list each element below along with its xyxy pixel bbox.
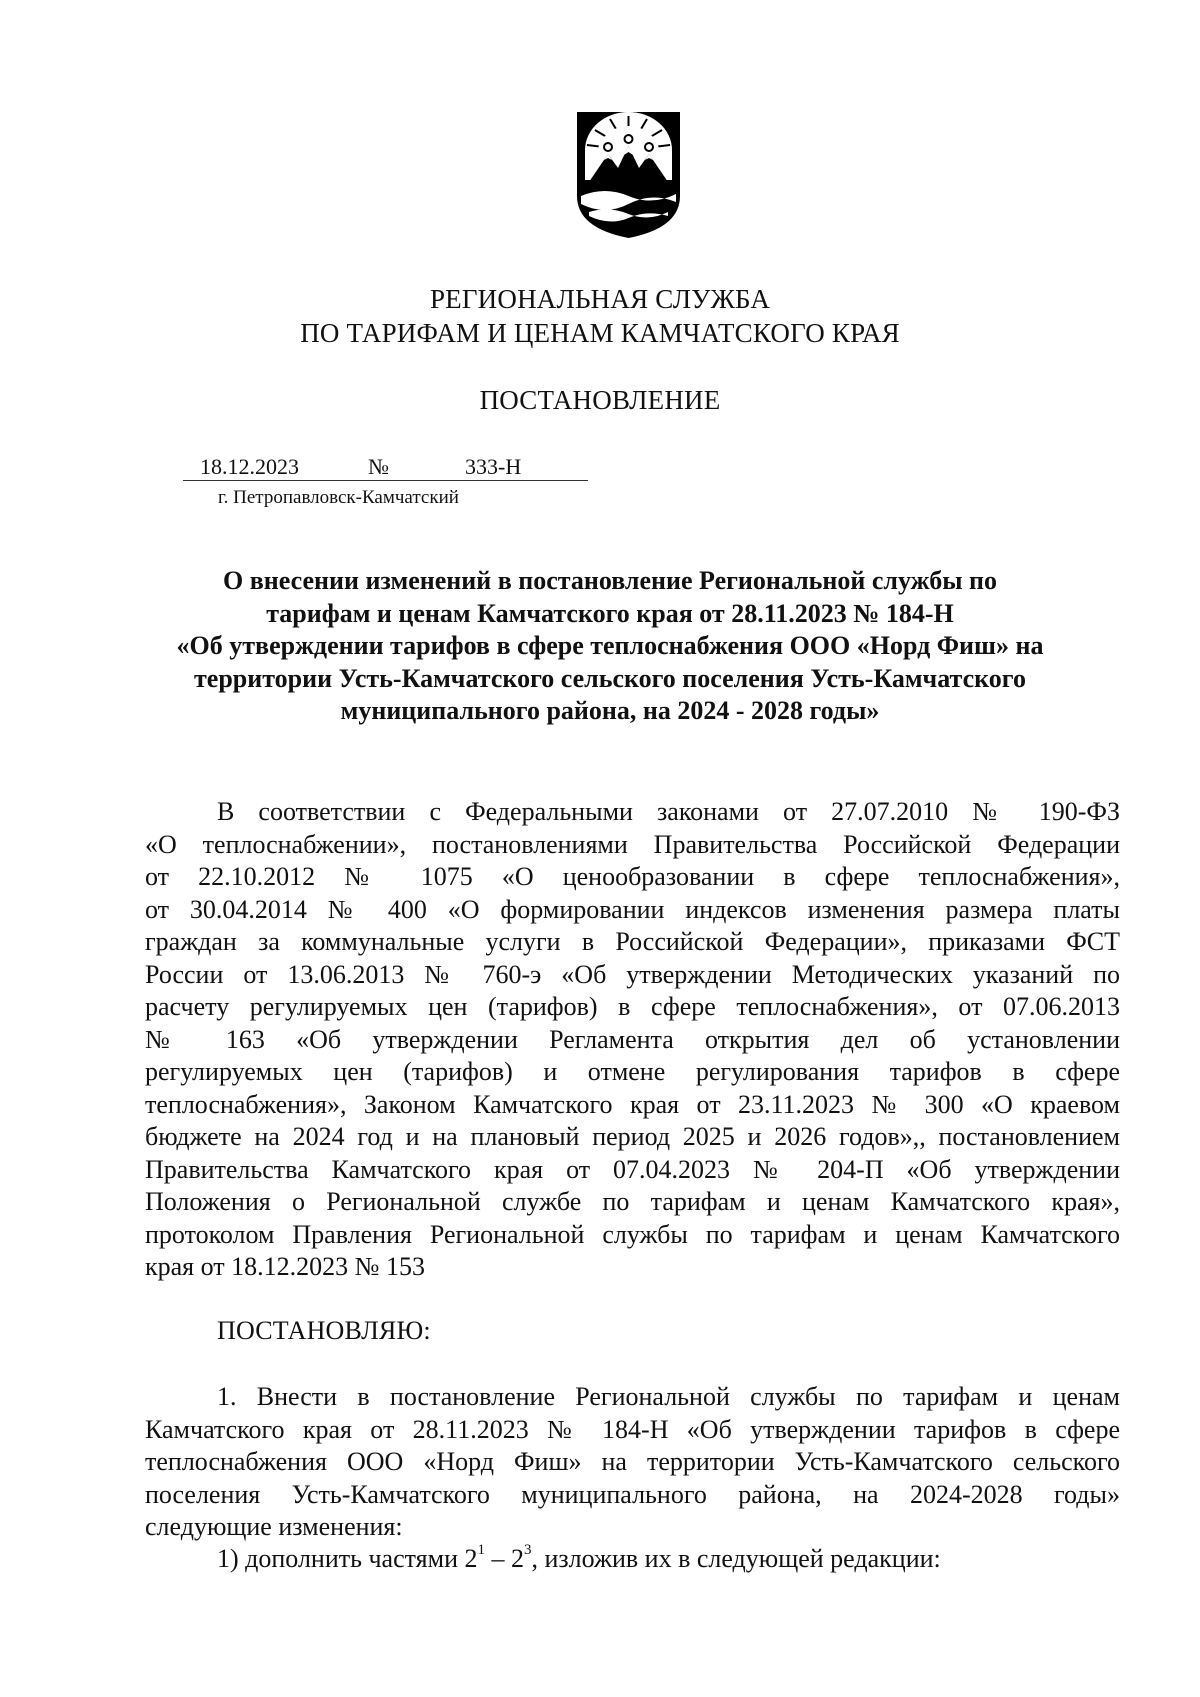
paragraph-line: «О теплоснабжении», постановлениями Правительства Российской Федерации — [145, 829, 1120, 859]
paragraph-line: теплоснабжения ООО «Норд Фиш» на территории Усть-Камчатского сельского — [145, 1447, 1120, 1476]
paragraph-line: Камчатского края от 28.11.2023 № 184-Н «Об утверждении тарифов в сфере — [145, 1414, 1120, 1444]
title-line: территории Усть-Камчатского сельского поселения Усть-Камчатского — [194, 663, 1026, 693]
meta-underline — [183, 480, 588, 481]
document-title — [145, 565, 1075, 728]
document-number: 333-Н — [465, 454, 522, 479]
document-date: 18.12.2023 — [200, 454, 299, 479]
paragraph-line: регулируемых цен (тарифов) и отмене регулирования тарифов в сфере — [145, 1057, 1120, 1086]
paragraph-line: расчету регулируемых цен (тарифов) в сфере теплоснабжения», от 07.06.2013 — [145, 992, 1120, 1021]
paragraph-line: В соответствии с Федеральными законами от 27.07.2010 № 190-ФЗ — [217, 797, 1120, 826]
paragraph-line: Правительства Камчатского края от 07.04.2023 № 204-П «Об утверждении — [145, 1154, 1120, 1184]
organization-name-line1: РЕГИОНАЛЬНАЯ СЛУЖБА — [429, 284, 771, 314]
paragraph-line: граждан за коммунальные услуги в Российской Федерации», приказами ФСТ — [145, 927, 1120, 956]
superscript: 1 — [477, 1542, 485, 1559]
title-line: муниципального района, на 2024 - 2028 годы» — [340, 696, 880, 725]
preamble-paragraph — [145, 796, 1120, 1284]
document-meta — [0, 454, 1200, 484]
subitem-text: , изложив их в следующей редакции: — [531, 1544, 941, 1573]
paragraph-line: Положения о Региональной службе по тарифам и ценам Камчатского края», — [145, 1187, 1120, 1216]
paragraph-line: России от 13.06.2013 № 760-э «Об утверждении Методических указаний по — [145, 959, 1120, 989]
paragraph-line: от 22.10.2012 № 1075 «О ценообразовании в сфере теплоснабжения», — [145, 862, 1120, 891]
paragraph-line: бюджете на 2024 год и на плановый период 2025 и 2026 годов»,, постановлением — [145, 1122, 1120, 1151]
superscript: 3 — [523, 1542, 532, 1559]
document-city: г. Петропавловск-Камчатский — [218, 487, 459, 508]
title-line: О внесении изменений в постановление Региональной службы по — [223, 566, 997, 595]
organization-name-line2: ПО ТАРИФАМ И ЦЕНАМ КАМЧАТСКОГО КРАЯ — [300, 318, 900, 348]
paragraph-line: 1. Внести в постановление Региональной службы по тарифам и ценам — [217, 1382, 1120, 1411]
subitem-text: – 2 — [484, 1544, 524, 1573]
paragraph-line: № 163 «Об утверждении Регламента открытия дел об установлении — [145, 1024, 1120, 1054]
paragraph-line: теплоснабжения», Законом Камчатского края от 23.11.2023 № 300 «О краевом — [145, 1089, 1120, 1119]
point-1-paragraph — [145, 1381, 1120, 1544]
title-line: «Об утверждении тарифов в сфере теплоснабжения ООО «Норд Фиш» на — [176, 631, 1044, 660]
subitem-1 — [217, 1543, 941, 1576]
kamchatka-coat-of-arms-icon — [575, 110, 682, 240]
paragraph-line: протоколом Правления Региональной службы по тарифам и ценам Камчатского — [145, 1219, 1120, 1249]
document-type: ПОСТАНОВЛЕНИЕ — [479, 385, 721, 415]
decree-word: ПОСТАНОВЛЯЮ: — [217, 1316, 431, 1345]
paragraph-line: поселения Усть-Камчатского муниципального района, на 2024-2028 годы» — [145, 1479, 1120, 1509]
subitem-text: 1) дополнить частями 2 — [217, 1544, 478, 1573]
number-sign: № — [368, 454, 389, 479]
paragraph-line: от 30.04.2014 № 400 «О формировании индексов изменения размера платы — [145, 894, 1120, 924]
title-line: тарифам и ценам Камчатского края от 28.11.2023 № 184-Н — [266, 598, 954, 628]
paragraph-line: края от 18.12.2023 № 153 — [145, 1252, 425, 1281]
paragraph-line: следующие изменения: — [145, 1512, 403, 1541]
